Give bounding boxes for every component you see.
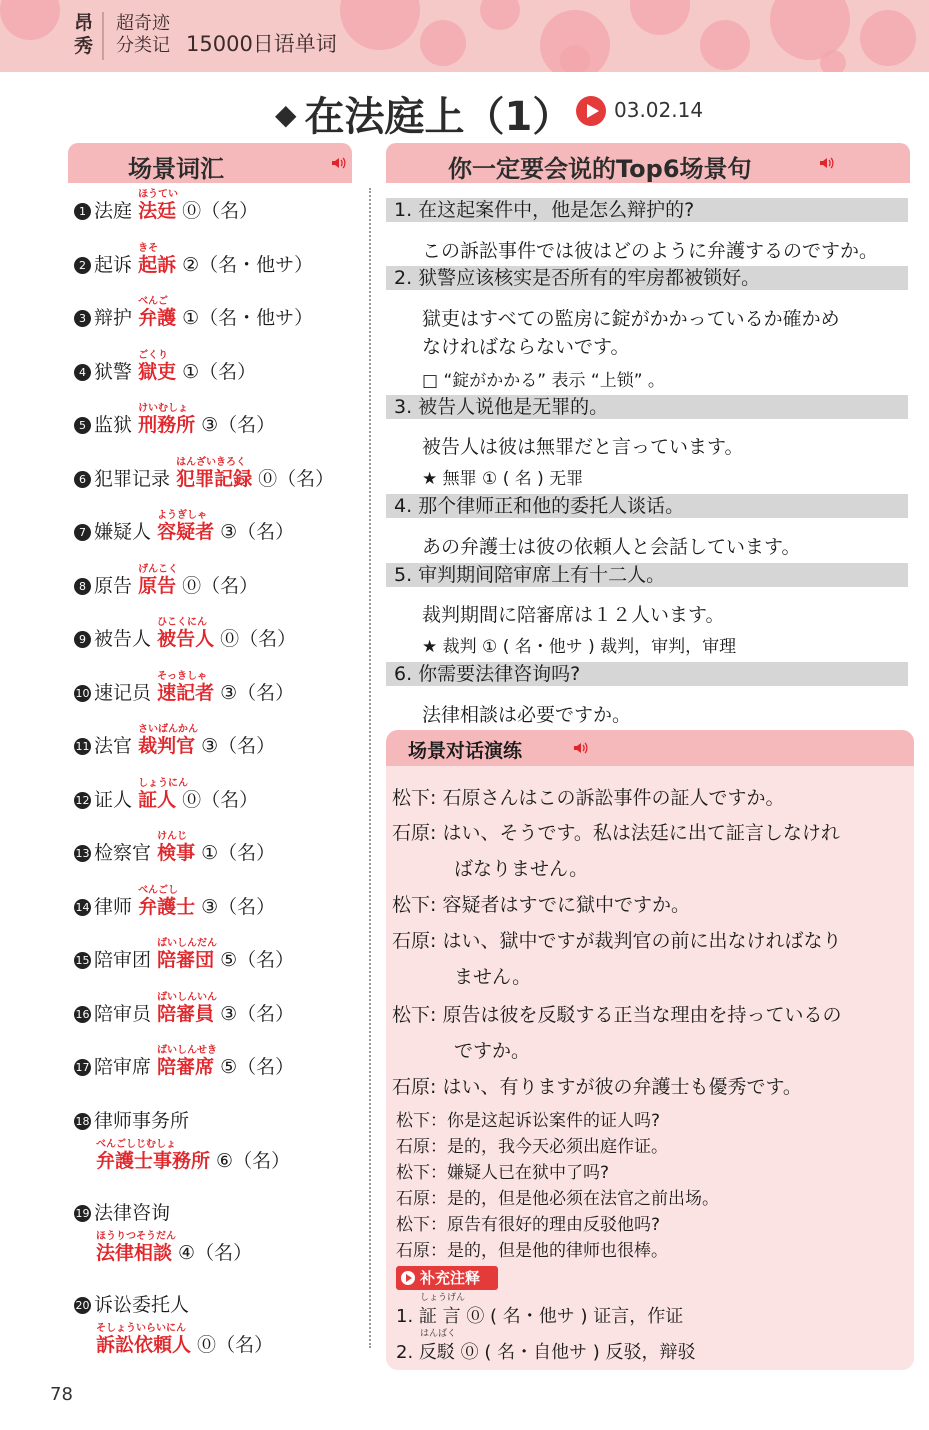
- vocab-japanese-text: 被告人: [157, 628, 215, 650]
- vocab-number: 12: [75, 794, 90, 807]
- vocab-number: 4: [74, 364, 91, 381]
- sentences-section-title: 你一定要会说的Top6场景句: [448, 155, 752, 183]
- vocab-item: [74, 617, 297, 651]
- vocab-japanese-text: 犯罪記録: [176, 468, 253, 490]
- dialogue-text: 容疑者はすでに獄中ですか。: [442, 894, 691, 916]
- dialogue-line: [392, 890, 690, 917]
- vocab-pos: （名）: [237, 521, 295, 543]
- vocab-japanese-text: 陪審席: [157, 1056, 215, 1078]
- sentences-section-header: [386, 143, 910, 183]
- vocab-chinese: 陪审团: [94, 949, 152, 971]
- vocab-pos: （名）: [237, 949, 295, 971]
- translation-line: 松下：你是这起诉讼案件的证人吗?: [396, 1111, 661, 1131]
- vocab-japanese: [176, 457, 253, 490]
- vocab-reading: ほうりつそうだん: [96, 1231, 176, 1242]
- vocab-pos: （名・他サ）: [199, 254, 314, 276]
- vocab-number: 20: [75, 1299, 90, 1312]
- dialogue-speaker: 石原:: [392, 1076, 437, 1098]
- vocab-item: [74, 671, 295, 705]
- series-line-1: 超奇迹: [116, 13, 170, 34]
- vocab-number: 15: [75, 954, 90, 967]
- dialogue-line: [392, 1000, 841, 1027]
- dialogue-text: ません。: [454, 966, 532, 988]
- vocab-accent: ⓪: [214, 628, 240, 650]
- vocab-japanese: [157, 617, 215, 650]
- vocab-accent: ①: [176, 307, 200, 329]
- audio-play-icon[interactable]: [576, 96, 606, 126]
- vocab-chinese: 嫌疑人: [94, 521, 152, 543]
- vocab-pos: （名）: [199, 361, 257, 383]
- translation-line: 石原：是的，但是他的律师也很棒。: [396, 1241, 668, 1261]
- vocab-item: [74, 992, 295, 1026]
- dialogue-line: [454, 962, 531, 989]
- vocab-pos: （名）: [237, 1003, 295, 1025]
- vocab-section-title: 场景词汇: [128, 155, 224, 183]
- sentence-chinese: 4. 那个律师正和他的委托人谈话。: [386, 494, 908, 518]
- header-banner: [0, 0, 929, 72]
- vocab-pos: （名）: [201, 789, 259, 811]
- vocab-accent: ⓪: [191, 1334, 217, 1356]
- supplement-label-text: 补充注释: [420, 1269, 481, 1287]
- vocab-item: [74, 243, 314, 277]
- supplement-item: 2. 反駁 ⓪ ( 名・自他サ ) 反驳，辩驳: [396, 1342, 696, 1363]
- vocab-japanese: [157, 510, 215, 543]
- sentence-chinese: 3. 被告人说他是无罪的。: [386, 395, 908, 419]
- vocab-pos: （名）: [195, 1242, 253, 1264]
- vocab-chinese: 犯罪记录: [94, 468, 171, 490]
- vocab-accent: ③: [195, 735, 219, 757]
- vocab-second-line: [96, 1139, 291, 1173]
- vocab-reading: ばいしんだん: [157, 938, 218, 949]
- vocab-japanese-text: 刑務所: [138, 414, 196, 436]
- vocab-reading: ほうてい: [138, 189, 179, 200]
- vocab-japanese: [157, 992, 218, 1025]
- vocab-reading: ひこくにん: [157, 617, 208, 628]
- sentence-japanese: 被告人は彼は無罪だと言っています。: [422, 436, 744, 458]
- book-title: 15000日语单词: [186, 32, 337, 56]
- column-divider: [369, 188, 371, 1348]
- vocab-japanese: [157, 831, 196, 864]
- vocab-pos: （名）: [218, 414, 276, 436]
- vocab-pos: （名）: [239, 628, 297, 650]
- brand-divider: [102, 12, 104, 60]
- page-number: 78: [50, 1384, 73, 1405]
- dialogue-text: はい、そうです。私は法廷に出て証言しなけれ: [442, 822, 840, 844]
- vocab-pos: （名）: [218, 735, 276, 757]
- vocab-pos: （名）: [277, 468, 335, 490]
- vocab-accent: ①: [195, 842, 219, 864]
- translation-line: 松下：原告有很好的理由反驳他吗?: [396, 1215, 661, 1235]
- vocab-pos: （名）: [237, 1056, 295, 1078]
- series-line-2: 分类记: [116, 35, 170, 56]
- dialogue-speaker: 石原:: [392, 822, 437, 844]
- vocab-accent: ⑤: [214, 949, 238, 971]
- vocab-chinese: 检察官: [94, 842, 152, 864]
- vocab-item: [74, 724, 276, 758]
- vocab-japanese-text: 弁護: [138, 307, 177, 329]
- vocab-chinese: 律师事务所: [94, 1110, 190, 1132]
- vocab-number: 1: [74, 203, 91, 220]
- vocab-item: [74, 1045, 295, 1079]
- vocab-item: [74, 1106, 291, 1172]
- vocab-reading: そしょういらいにん: [96, 1323, 186, 1334]
- vocab-chinese: 陪审席: [94, 1056, 152, 1078]
- vocab-japanese: 法律相談 ほうりつそうだん: [96, 1242, 172, 1264]
- vocab-reading: はんざいきろく: [176, 457, 247, 468]
- vocab-number: 16: [75, 1008, 90, 1021]
- vocab-item: [74, 564, 259, 598]
- dialogue-line: [392, 1072, 802, 1099]
- vocab-item: [74, 938, 295, 972]
- vocab-accent: ③: [214, 1003, 238, 1025]
- vocab-japanese: [138, 243, 177, 276]
- vocab-reading: べんごし: [138, 885, 179, 896]
- vocab-japanese-text: 陪審員: [157, 1003, 215, 1025]
- translation-line: 石原：是的，但是他必须在法官之前出场。: [396, 1189, 719, 1209]
- vocab-japanese: [157, 938, 218, 971]
- vocab-item: [74, 1198, 253, 1264]
- vocab-reading: げんこく: [138, 564, 179, 575]
- vocab-japanese: 訴訟依頼人 そしょういらいにん: [96, 1334, 191, 1356]
- vocab-number: 5: [74, 417, 91, 434]
- vocab-item: [74, 189, 259, 223]
- vocab-japanese-text: 裁判官: [138, 735, 196, 757]
- vocab-number: 9: [74, 631, 91, 648]
- vocab-chinese: 诉讼委托人: [94, 1294, 190, 1316]
- vocab-chinese: 起诉: [94, 254, 133, 276]
- play-icon: [401, 1271, 415, 1285]
- vocab-chinese: 法庭: [94, 200, 133, 222]
- dialogue-line: [454, 854, 588, 881]
- vocab-japanese: [138, 564, 179, 597]
- vocab-japanese: 弁護士事務所 べんごしじむしょ: [96, 1150, 210, 1172]
- vocab-item: [74, 296, 314, 330]
- dialogue-section-title: 场景对话演练: [408, 740, 523, 762]
- vocab-number: 10: [75, 687, 90, 700]
- speaker-icon[interactable]: [572, 740, 588, 756]
- vocab-chinese: 律师: [94, 896, 133, 918]
- dialogue-text: 原告は彼を反駁する正当な理由を持っているの: [442, 1004, 842, 1026]
- vocab-chinese: 狱警: [94, 361, 133, 383]
- vocab-japanese-text: 容疑者: [157, 521, 215, 543]
- vocab-chinese: 被告人: [94, 628, 152, 650]
- lesson-title-text: 在法庭上（1）: [304, 94, 573, 140]
- dialogue-text: はい、獄中ですが裁判官の前に出なければなり: [442, 930, 842, 952]
- diamond-icon: ◆: [275, 98, 297, 131]
- speaker-icon[interactable]: [330, 155, 346, 171]
- vocab-japanese: [138, 778, 189, 811]
- sentence-japanese: 法律相談は必要ですか。: [422, 704, 632, 726]
- vocab-number: 14: [75, 901, 90, 914]
- sentence-japanese: なければならないです。: [422, 336, 630, 358]
- vocab-pos: （名）: [233, 1150, 291, 1172]
- dialogue-line: [392, 783, 784, 810]
- vocab-accent: ③: [214, 682, 238, 704]
- vocab-japanese: [138, 885, 196, 918]
- dialogue-line: [392, 818, 840, 845]
- vocab-item: [74, 778, 259, 812]
- vocab-japanese: [157, 671, 215, 704]
- vocab-accent: ⑥: [210, 1150, 234, 1172]
- vocab-number: 2: [74, 257, 91, 274]
- dialogue-speaker: 松下:: [392, 1004, 437, 1026]
- vocab-chinese: 法官: [94, 735, 133, 757]
- vocab-pos: （名）: [218, 896, 276, 918]
- dialogue-speaker: 松下:: [392, 787, 437, 809]
- lesson-title: [275, 85, 572, 142]
- vocab-reading: きそ: [138, 243, 159, 254]
- vocab-chinese: 原告: [94, 575, 133, 597]
- vocab-japanese: [138, 403, 196, 436]
- vocab-chinese: 证人: [94, 789, 133, 811]
- vocab-section-header: [68, 143, 352, 183]
- vocab-japanese-text: 証人: [138, 789, 177, 811]
- vocab-reading: ばいしんせき: [157, 1045, 218, 1056]
- vocab-number: 17: [75, 1061, 90, 1074]
- vocab-japanese: [157, 1045, 218, 1078]
- vocab-accent: ⓪: [252, 468, 278, 490]
- vocab-accent: ⑤: [214, 1056, 238, 1078]
- vocab-number: 18: [75, 1115, 90, 1128]
- vocab-item: [74, 831, 276, 865]
- brand-logo: 昂秀: [74, 12, 94, 57]
- vocab-number: 11: [75, 740, 90, 753]
- vocab-second-line: [96, 1231, 253, 1265]
- vocab-accent: ②: [176, 254, 200, 276]
- series-name: [116, 13, 170, 57]
- vocab-japanese-text: 法廷: [138, 200, 177, 222]
- vocab-reading: そっきしゃ: [157, 671, 208, 682]
- vocab-japanese-text: 獄吏: [138, 361, 177, 383]
- audio-track-number: 03.02.14: [614, 98, 704, 122]
- vocab-accent: ④: [172, 1242, 196, 1264]
- vocab-reading: さいばんかん: [138, 724, 199, 735]
- vocab-chinese: 速记员: [94, 682, 152, 704]
- sentence-japanese: 裁判期間に陪審席は１２人います。: [422, 604, 725, 626]
- dialogue-text: ですか。: [454, 1040, 531, 1062]
- vocab-accent: ⓪: [176, 575, 202, 597]
- sentence-chinese: 2. 狱警应该核实是否所有的牢房都被锁好。: [386, 266, 908, 290]
- vocab-chinese: 监狱: [94, 414, 133, 436]
- dialogue-section-header: [386, 730, 914, 766]
- speaker-icon[interactable]: [818, 155, 834, 171]
- sentence-note: ★ 裁判 ① ( 名・他サ ) 裁判，审判，审理: [422, 637, 737, 657]
- vocab-accent: ⓪: [176, 789, 202, 811]
- supplement-reading: しょうげん: [420, 1293, 466, 1303]
- vocab-number: 8: [74, 578, 91, 595]
- vocab-accent: ③: [195, 896, 219, 918]
- translation-line: 松下：嫌疑人已在狱中了吗?: [396, 1163, 610, 1183]
- vocab-second-line: [96, 1323, 274, 1357]
- vocab-reading: けいむしょ: [138, 403, 189, 414]
- sentence-japanese: この訴訟事件では彼はどのように弁護するのですか。: [422, 240, 879, 262]
- vocab-japanese: [138, 189, 179, 222]
- vocab-number: 7: [74, 524, 91, 541]
- vocab-chinese: 陪审员: [94, 1003, 152, 1025]
- vocab-japanese: [138, 296, 177, 329]
- vocab-pos: （名）: [201, 575, 259, 597]
- vocab-pos: （名）: [201, 200, 259, 222]
- vocab-japanese-text: 速記者: [157, 682, 215, 704]
- vocab-chinese: 辩护: [94, 307, 133, 329]
- vocab-chinese: 法律咨询: [94, 1202, 171, 1224]
- dialogue-text: ばなりません。: [454, 858, 589, 880]
- vocab-pos: （名）: [216, 1334, 274, 1356]
- vocab-number: 3: [74, 310, 91, 327]
- sentence-chinese: 5. 审判期间陪审席上有十二人。: [386, 563, 908, 587]
- vocab-item: [74, 403, 276, 437]
- vocab-japanese-text: 弁護士: [138, 896, 196, 918]
- vocab-item: [74, 510, 295, 544]
- vocab-pos: （名）: [237, 682, 295, 704]
- sentence-japanese: あの弁護士は彼の依頼人と会話しています。: [422, 536, 801, 558]
- vocab-pos: （名）: [218, 842, 276, 864]
- dialogue-text: 石原さんはこの訴訟事件の証人ですか。: [442, 787, 785, 809]
- vocab-item: [74, 885, 276, 919]
- dialogue-line: [392, 926, 841, 953]
- vocab-reading: べんご: [138, 296, 169, 307]
- vocab-pos: （名・他サ）: [199, 307, 314, 329]
- vocab-japanese-text: 検事: [157, 842, 196, 864]
- supplement-item: 1. 証 言 ⓪ ( 名・他サ ) 证言，作证: [396, 1306, 684, 1327]
- vocab-accent: ⓪: [176, 200, 202, 222]
- sentence-japanese: 獄吏はすべての監房に錠がかかっているか確かめ: [422, 308, 840, 330]
- supplement-label: [396, 1266, 498, 1290]
- sentence-chinese: 1. 在这起案件中，他是怎么辩护的?: [386, 198, 908, 222]
- vocab-japanese-text: 起訴: [138, 254, 177, 276]
- vocab-reading: ようぎしゃ: [157, 510, 208, 521]
- vocab-number: 13: [75, 847, 90, 860]
- vocab-japanese: [138, 724, 199, 757]
- vocab-japanese-text: 原告: [138, 575, 177, 597]
- vocab-number: 19: [75, 1207, 90, 1220]
- vocab-reading: ごくり: [138, 350, 169, 361]
- translation-line: 石原：是的，我今天必须出庭作证。: [396, 1137, 668, 1157]
- vocab-item: [74, 457, 335, 491]
- dialogue-speaker: 石原:: [392, 930, 437, 952]
- sentence-note: □ “錠がかかる” 表示 “上锁” 。: [422, 371, 665, 391]
- vocab-accent: ①: [176, 361, 200, 383]
- vocab-reading: しょうにん: [138, 778, 189, 789]
- dialogue-text: はい、有りますが彼の弁護士も優秀です。: [442, 1076, 802, 1098]
- vocab-reading: けんじ: [157, 831, 188, 842]
- supplement-reading: はんばく: [420, 1329, 457, 1339]
- vocab-item: [74, 350, 257, 384]
- vocab-reading: ばいしんいん: [157, 992, 218, 1003]
- vocab-number: 6: [74, 471, 91, 488]
- sentence-note: ★ 無罪 ① ( 名 ) 无罪: [422, 469, 584, 489]
- vocab-accent: ③: [214, 521, 238, 543]
- vocab-reading: べんごしじむしょ: [96, 1139, 176, 1150]
- vocab-japanese-text: 陪審団: [157, 949, 215, 971]
- sentence-chinese: 6. 你需要法律咨询吗?: [386, 662, 908, 686]
- dialogue-line: [454, 1036, 530, 1063]
- vocab-item: [74, 1290, 274, 1356]
- vocab-japanese: [138, 350, 177, 383]
- dialogue-speaker: 松下:: [392, 894, 437, 916]
- vocab-accent: ③: [195, 414, 219, 436]
